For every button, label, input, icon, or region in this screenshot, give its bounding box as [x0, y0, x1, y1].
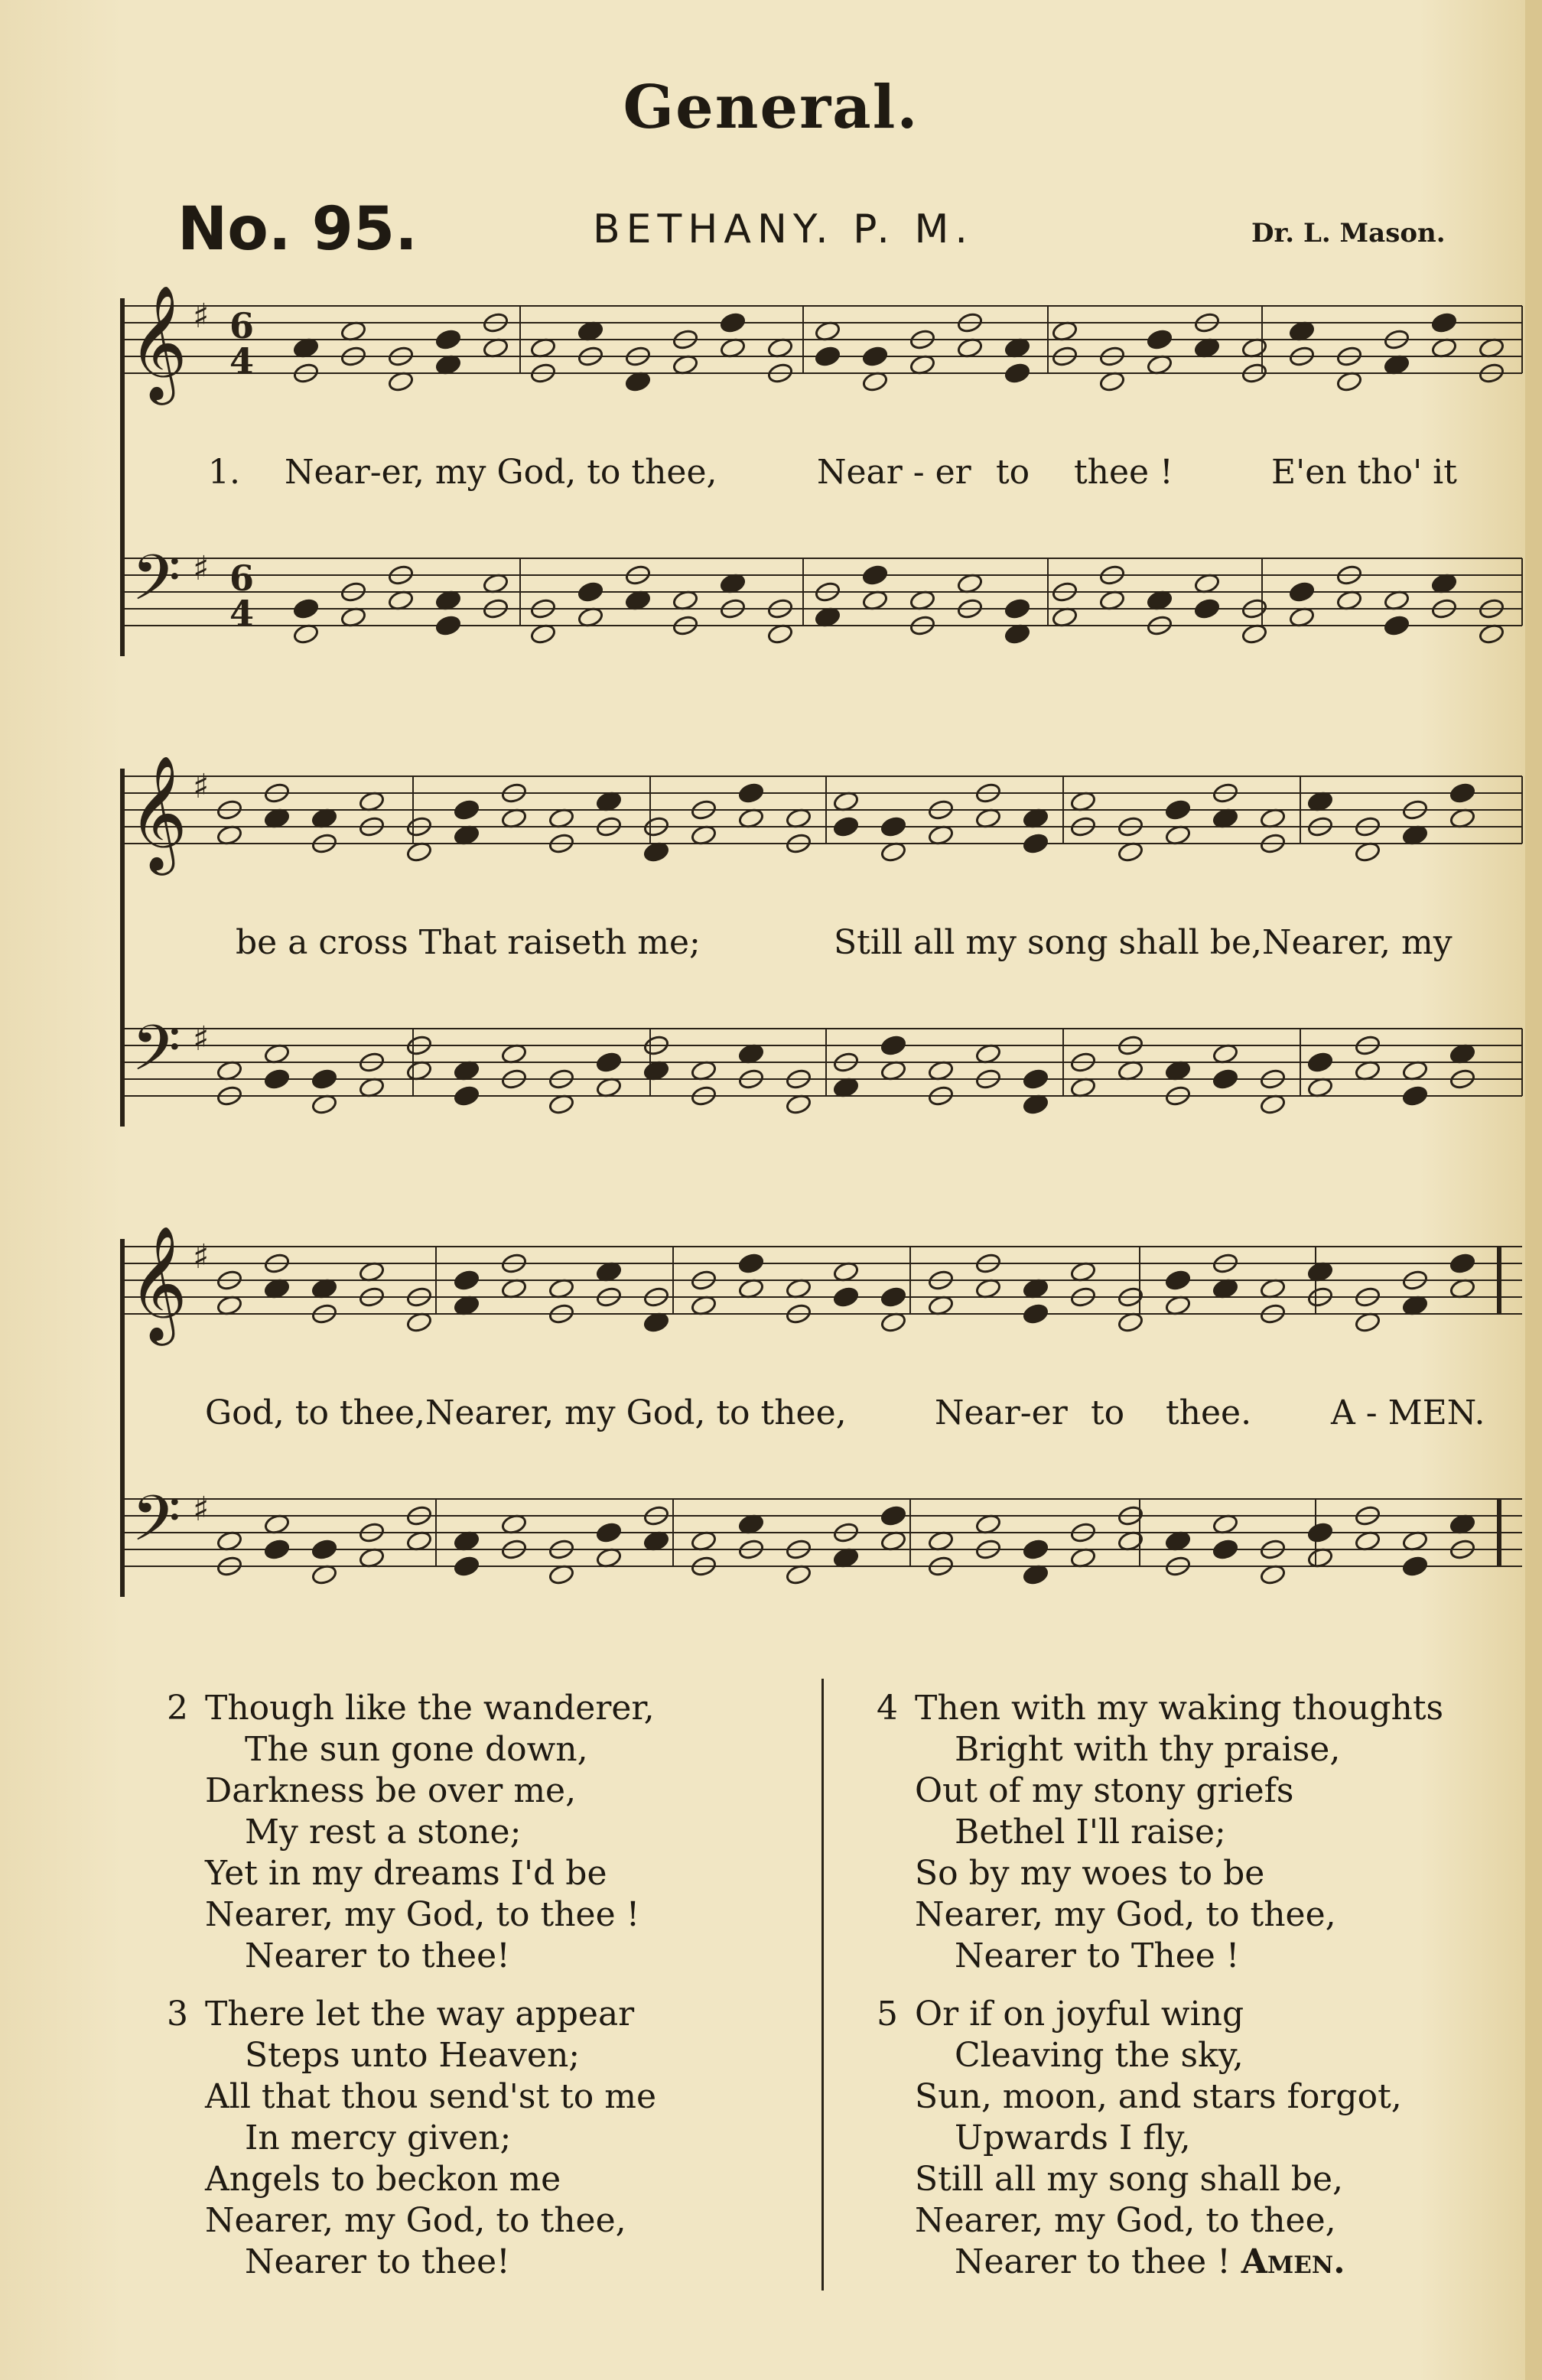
bass-clef-icon: 𝄢: [132, 1481, 181, 1571]
note-head: [453, 1555, 480, 1577]
time-signature-top: 6: [229, 558, 255, 599]
lyric-3-e: A - MEN.: [1331, 1393, 1485, 1432]
verse-number: 4: [877, 1689, 898, 1728]
note-head: [311, 1068, 337, 1090]
note-head: [263, 1068, 290, 1090]
verse-line: Nearer, my God, to thee,: [915, 2201, 1336, 2240]
sharp-icon: ♯: [193, 1237, 210, 1276]
sharp-icon: ♯: [193, 549, 210, 588]
note-head: [1401, 1555, 1428, 1577]
note-head: [1288, 580, 1315, 603]
verse-2: [167, 1688, 655, 1977]
note-head: [1004, 597, 1030, 619]
note-head: [1022, 832, 1049, 854]
note-head: [1449, 782, 1475, 804]
note-head: [311, 1538, 337, 1560]
verse-line: Then with my waking thoughts: [915, 1689, 1444, 1728]
verse-line: Cleaving the sky,: [955, 2036, 1244, 2075]
note-head: [577, 580, 603, 603]
lyric-1-a: 1.: [208, 453, 240, 492]
note-head: [1306, 1521, 1333, 1543]
time-signature-bottom: 4: [229, 340, 255, 382]
note-head: [1212, 1538, 1238, 1560]
lyric-1-b: Near-er, my God, to thee,: [285, 453, 717, 492]
verse-line: Upwards I fly,: [955, 2118, 1191, 2157]
verse-line: Nearer, my God, to thee,: [915, 1895, 1336, 1934]
note-head: [1146, 328, 1173, 350]
note-head: [861, 345, 888, 367]
treble-clef-icon: 𝄞: [128, 1224, 187, 1341]
verse-line: Angels to beckon me: [205, 2160, 561, 2199]
note-head: [814, 345, 841, 367]
verses-block: [0, 1679, 1542, 2306]
sharp-icon: ♯: [193, 1019, 210, 1058]
time-signature-top: 6: [229, 305, 255, 346]
music-system-1: [0, 275, 1542, 704]
verse-line: In mercy given;: [245, 2118, 512, 2157]
note-head: [453, 798, 480, 821]
bass-clef-icon: 𝄢: [132, 541, 181, 630]
note-head: [880, 1286, 906, 1308]
verse-line: Nearer, my God, to thee !: [205, 1895, 640, 1934]
verse-5: [877, 1994, 1402, 2283]
verse-line: Yet in my dreams I'd be: [205, 1854, 607, 1893]
note-head: [1004, 362, 1030, 384]
note-head: [1401, 1084, 1428, 1107]
lyric-2-a: be a cross That raiseth me;: [236, 923, 701, 962]
lyric-2-b: Still all my song shall be,Nearer, my: [834, 923, 1453, 962]
verse-line: Sun, moon, and stars forgot,: [915, 2077, 1402, 2116]
note-head: [453, 1269, 480, 1291]
note-head: [292, 597, 319, 619]
verse-line: Still all my song shall be,: [915, 2160, 1343, 2199]
verse-line: My rest a stone;: [245, 1813, 522, 1852]
verse-number: 5: [877, 1995, 898, 2034]
note-head: [1164, 798, 1191, 821]
verse-line-last: [915, 2242, 1402, 2283]
note-head: [737, 1252, 764, 1274]
note-head: [1164, 1269, 1191, 1291]
time-signature-bottom: 4: [229, 593, 255, 634]
verse-3: [167, 1994, 657, 2283]
note-head: [595, 1051, 622, 1073]
note-head: [434, 614, 461, 636]
note-head: [1449, 1252, 1475, 1274]
bass-clef-icon: 𝄢: [132, 1011, 181, 1101]
sharp-icon: ♯: [193, 767, 210, 806]
verse-number: 2: [167, 1689, 188, 1728]
note-head: [434, 328, 461, 350]
note-head: [1212, 1068, 1238, 1090]
verse-line: Nearer to thee!: [245, 1936, 510, 1975]
verse-line: There let the way appear: [205, 1995, 635, 2034]
lyric-3-a: God, to thee,Nearer, my God, to thee,: [205, 1393, 847, 1432]
note-head: [1022, 1302, 1049, 1325]
verse-line: Bright with thy praise,: [955, 1730, 1341, 1769]
note-head: [263, 1538, 290, 1560]
verse-line: The sun gone down,: [245, 1730, 588, 1769]
verse-line: Though like the wanderer,: [205, 1689, 655, 1728]
note-head: [832, 1286, 859, 1308]
verse-number: 3: [167, 1995, 188, 2034]
note-head: [880, 1034, 906, 1056]
note-head: [1022, 1538, 1049, 1560]
lyric-3-b: Near-er: [935, 1393, 1068, 1432]
note-head: [453, 1084, 480, 1107]
note-head: [719, 311, 746, 333]
treble-clef-icon: 𝄞: [128, 284, 187, 400]
verse-line: All that thou send'st to me: [205, 2077, 657, 2116]
verse-line: Out of my stony griefs: [915, 1771, 1294, 1810]
verse-line-text: Nearer to thee !: [955, 2242, 1231, 2281]
note-head: [880, 1504, 906, 1527]
note-head: [861, 564, 888, 586]
lyric-3-d: thee.: [1166, 1393, 1252, 1432]
verse-4: [877, 1688, 1444, 1977]
verse-line: Nearer to Thee !: [955, 1936, 1240, 1975]
lyric-1-f: E'en tho' it: [1271, 453, 1457, 492]
composer: Dr. L. Mason.: [1251, 218, 1446, 249]
note-head: [832, 815, 859, 837]
note-head: [1306, 1051, 1333, 1073]
sharp-icon: ♯: [193, 297, 210, 336]
note-head: [1022, 1068, 1049, 1090]
verse-line: Darkness be over me,: [205, 1771, 577, 1810]
lyric-1-c: Near - er: [817, 453, 971, 492]
verse-line: Nearer, my God, to thee,: [205, 2201, 626, 2240]
tune-name: BETHANY. P. M.: [593, 206, 974, 252]
note-head: [880, 815, 906, 837]
music-system-3: [0, 1216, 1542, 1644]
note-head: [1193, 597, 1220, 619]
section-title: General.: [623, 73, 919, 142]
treble-clef-icon: 𝄞: [128, 754, 187, 870]
note-head: [1383, 614, 1410, 636]
column-divider: [821, 1679, 824, 2291]
verse-line: Nearer to thee!: [245, 2242, 510, 2281]
note-head: [737, 782, 764, 804]
lyric-1-e: thee !: [1074, 453, 1173, 492]
note-head: [1430, 311, 1457, 333]
sharp-icon: ♯: [193, 1490, 210, 1529]
verse-line: Or if on joyful wing: [915, 1995, 1244, 2034]
lyric-1-d: to: [996, 453, 1030, 492]
lyric-3-c: to: [1091, 1393, 1125, 1432]
note-head: [595, 1521, 622, 1543]
amen-closing: Amen.: [1241, 2242, 1345, 2281]
verse-line: So by my woes to be: [915, 1854, 1265, 1893]
music-system-2: [0, 746, 1542, 1174]
hymn-number: No. 95.: [177, 195, 418, 264]
verse-line: Steps unto Heaven;: [245, 2036, 581, 2075]
verse-line: Bethel I'll raise;: [955, 1813, 1226, 1852]
